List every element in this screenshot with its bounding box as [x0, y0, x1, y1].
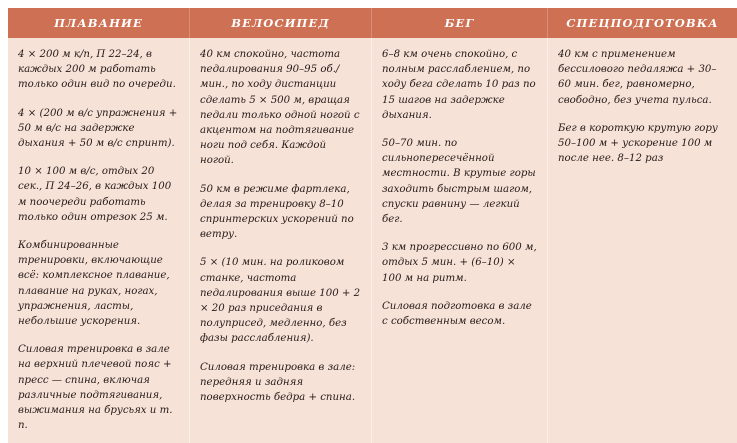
table-body-row	[8, 38, 737, 443]
workout-paragraph: 40 км с применением бессилового педаляжа + 30–60 мин. бег, равномерно, свободно, без учета пульса.	[558, 49, 717, 106]
workout-paragraph: 40 км спокойно, частота педалирования 90–95 об./мин., по ходу дистанции сделать 5 × 500 м, вращая педали только одной ногой с акцентом на подтягивание ноги под себя. Каждой ногой.	[200, 49, 360, 167]
workout-paragraph: 3 км прогрессивно по 600 м, отдых 5 мин. + (6–10) × 100 м на ритм.	[382, 242, 537, 284]
training-plan-table	[8, 8, 737, 443]
workout-paragraph: Комбинированные тренировки, включающие всё: комплексное плавание, плавание на руках, ногах, упражнения, ласты, небольшие ускорения.	[18, 240, 170, 328]
workout-paragraph: 5 × (10 мин. на роликовом станке, частота педалирования выше 100 + 2 × 20 раз приседания в полуприсед, медленно, без фазы расслабления).	[200, 257, 361, 345]
table-cell-cycling	[189, 38, 371, 443]
workout-paragraph: Силовая подготовка в зале с собственным весом.	[382, 300, 532, 328]
workout-paragraph: Силовая тренировка в зале на верхний плечевой пояс + пресс — спина, включая различные подтягивания, выжимания на брусьях и т. п.	[18, 344, 173, 432]
table-cell-special-training	[547, 38, 737, 443]
workout-paragraph: Бег в короткую крутую гору 50–100 м + ускорение 100 м после нее. 8–12 раз	[558, 122, 718, 165]
workout-paragraph: 50–70 мин. по сильнопересечённой местности. В крутые горы заходить быстрым шагом, спуски равнину — легкий бег.	[382, 138, 536, 226]
column-header-running: БЕГ	[371, 8, 547, 38]
table-cell-swimming	[8, 38, 189, 443]
workout-paragraph: Силовая тренировка в зале: передняя и задняя поверхность бедра + спина.	[200, 361, 356, 404]
workout-paragraph: 4 × 200 м к/п, П 22–24, в каждых 200 м работать только один вид по очереди.	[18, 49, 176, 91]
workout-paragraph: 4 × (200 м в/с упражнения + 50 м в/с на задержке дыхания + 50 м в/с спринт).	[18, 107, 178, 150]
column-header-swimming: ПЛАВАНИЕ	[54, 15, 143, 30]
column-header-cycling: ВЕЛОСИПЕД	[189, 8, 371, 38]
workout-paragraph: 10 × 100 м в/с, отдых 20 сек., П 24–26, в каждых 100 м поочереди работать только один отрезок 25 м.	[18, 166, 172, 223]
workout-paragraph: 6–8 км очень спокойно, с полным расслаблением, по ходу бега сделать 10 раз по 15 шагов на задержке дыхания.	[382, 49, 536, 121]
table-cell-running	[371, 38, 547, 443]
table-header-row	[8, 8, 737, 38]
workout-paragraph: 50 км в режиме фартлека, делая за тренировку 8–10 спринтерских ускорений по ветру.	[200, 183, 354, 241]
column-header-special-training: СПЕЦПОДГОТОВКА	[547, 8, 737, 38]
